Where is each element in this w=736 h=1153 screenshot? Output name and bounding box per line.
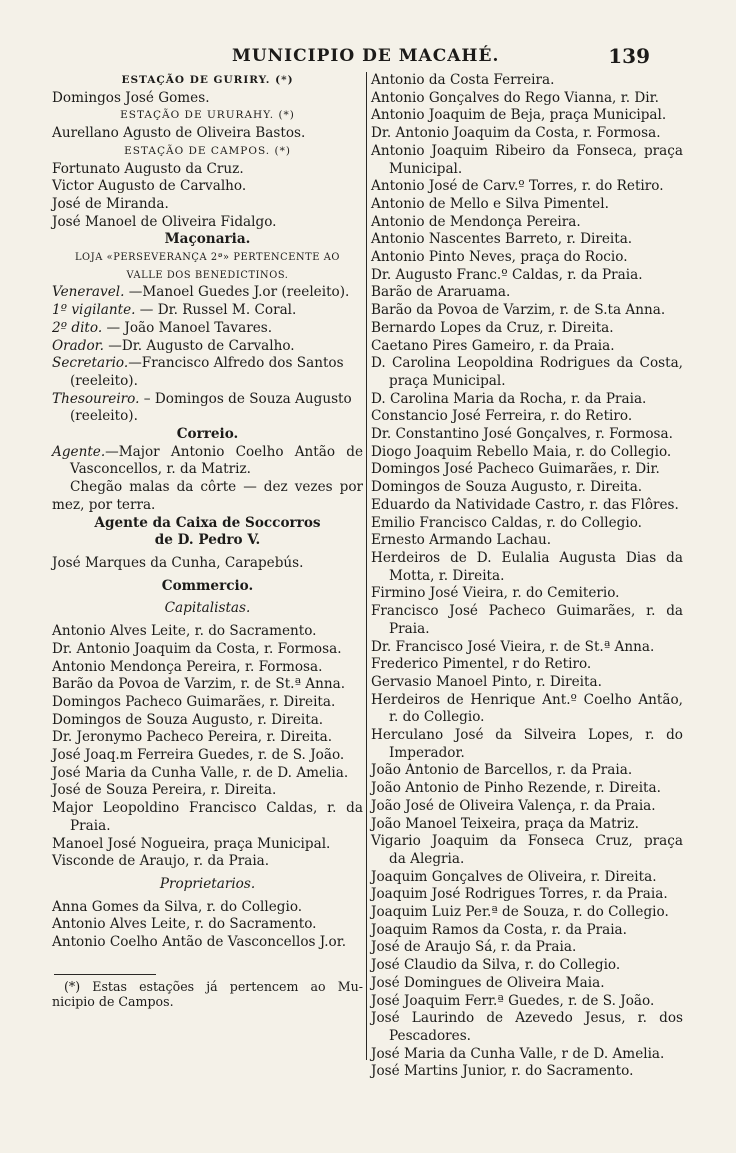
- estacao-campos-list: [52, 161, 363, 232]
- capitalista-entry: [52, 623, 363, 641]
- proprietario-entry: [371, 408, 683, 426]
- proprietario-entry-text: Dr. Augusto Franc.º Caldas, r. da Praia.: [371, 266, 643, 283]
- loja-heading-line1: LOJA «PERSEVERANÇA 2ª» PERTENCENTE AO: [74, 252, 341, 264]
- proprietario-entry: [371, 302, 683, 320]
- proprietario-entry-text: Anna Gomes da Silva, r. do Collegio.: [52, 898, 303, 915]
- proprietario-entry: [371, 178, 683, 196]
- proprietario-entry-text: Antonio Coelho Antão de Vasconcellos J.or.: [52, 934, 347, 951]
- proprietario-entry-text: D. Carolina Maria da Rocha, r. da Praia.: [371, 390, 647, 407]
- capitalista-entry-text: José Joaq.m Ferreira Guedes, r. de S. João.: [52, 747, 345, 764]
- officer-title: Secretario.: [52, 355, 129, 372]
- proprietario-entry: [371, 320, 683, 338]
- proprietario-entry-continuation: da Alegria.: [389, 850, 465, 867]
- officer-title: 1º vigilante.: [52, 302, 136, 319]
- estacao-campos-name: José Manoel de Oliveira Fidalgo.: [52, 213, 277, 230]
- loja-officer: [52, 302, 363, 320]
- estacao-campos-name: Fortunato Augusto da Cruz.: [52, 160, 244, 177]
- caixa-heading-1: Agente da Caixa de Soccorros: [94, 514, 321, 531]
- proprietario-entry: [371, 461, 683, 479]
- estacao-campos-name: José de Miranda.: [52, 195, 169, 212]
- proprietario-entry: [371, 1010, 683, 1045]
- proprietario-entry-continuation: Municipal.: [389, 160, 463, 177]
- proprietario-entry: [371, 975, 683, 993]
- proprietario-entry-text: Joaquim Luiz Per.ª de Souza, r. do Collegio.: [371, 904, 669, 921]
- capitalista-entry: [52, 747, 363, 765]
- capitalista-entry-text: Antonio Alves Leite, r. do Sacramento.: [52, 623, 317, 640]
- maconaria-heading: Maçonaria.: [164, 231, 251, 248]
- capitalista-entry-continuation: Praia.: [70, 817, 111, 834]
- loja-heading-line2: VALLE DOS BENEDICTINOS.: [126, 269, 289, 281]
- capitalista-entry-text: Visconde de Araujo, r. da Praia.: [52, 853, 270, 870]
- proprietario-entry-text: D. Carolina Leopoldina Rodrigues da Costa,: [371, 355, 683, 372]
- proprietario-entry-text: José Domingues de Oliveira Maia.: [371, 974, 605, 991]
- proprietario-entry: [371, 284, 683, 302]
- proprietario-entry: [371, 338, 683, 356]
- proprietario-entry: [371, 886, 683, 904]
- proprietario-entry-text: Joaquim Ramos da Costa, r. da Praia.: [371, 921, 627, 938]
- proprietario-entry-continuation: Motta, r. Direita.: [389, 567, 505, 584]
- proprietario-entry: [371, 727, 683, 762]
- proprietario-entry-text: Antonio Pinto Neves, praça do Rocio.: [371, 249, 628, 266]
- capitalista-entry-text: Dr. Antonio Joaquim da Costa, r. Formosa.: [52, 640, 342, 657]
- proprietario-entry: [371, 939, 683, 957]
- proprietario-entry: [371, 869, 683, 887]
- capitalista-entry-text: Major Leopoldino Francisco Caldas, r. da: [52, 800, 363, 817]
- proprietarios-heading: Proprietarios.: [159, 875, 256, 892]
- loja-officers: [52, 284, 363, 426]
- capitalista-entry-text: Dr. Jeronymo Pacheco Pereira, r. Direita.: [52, 729, 333, 746]
- proprietario-entry: [371, 656, 683, 674]
- proprietario-entry-continuation: Praia.: [389, 620, 430, 637]
- loja-officer: [52, 338, 363, 356]
- proprietario-entry-text: Antonio Joaquim de Beja, praça Municipal.: [371, 107, 667, 124]
- capitalista-entry-text: Barão da Povoa de Varzim, r. de St.ª Anna.: [52, 676, 346, 693]
- officer-title: Thesoureiro.: [52, 390, 140, 407]
- proprietario-entry-text: José Martins Junior, r. do Sacramento.: [371, 1063, 634, 1080]
- proprietario-entry-text: Gervasio Manoel Pinto, r. Direita.: [371, 673, 602, 690]
- officer-title: 2º dito.: [52, 319, 103, 336]
- running-title: MUNICIPIO DE MACAHÉ.: [232, 46, 500, 66]
- proprietario-entry-text: Francisco José Pacheco Guimarães, r. da: [371, 603, 683, 620]
- proprietario-entry: [371, 444, 683, 462]
- proprietario-entry: [371, 904, 683, 922]
- footnote-line1: (*) Estas estações já pertencem ao Mu-: [64, 978, 363, 994]
- proprietario-entry-continuation: Pescadores.: [389, 1027, 472, 1044]
- proprietario-entry: [371, 143, 683, 178]
- correio-agente: [52, 444, 363, 462]
- correio-chegao-cont: mez, por terra.: [52, 496, 156, 513]
- proprietario-entry-text: José Claudio da Silva, r. do Collegio.: [371, 957, 621, 974]
- proprietario-entry: [371, 214, 683, 232]
- capitalista-entry-text: José de Souza Pereira, r. Direita.: [52, 782, 277, 799]
- proprietario-entry: [371, 780, 683, 798]
- proprietario-entry: [371, 72, 683, 90]
- proprietario-entry-text: Dr. Antonio Joaquim da Costa, r. Formosa.: [371, 125, 661, 142]
- capitalista-entry-text: Manoel José Nogueira, praça Municipal.: [52, 835, 331, 852]
- proprietario-entry-text: Domingos de Souza Augusto, r. Direita.: [371, 479, 643, 496]
- proprietario-entry-text: Dr. Francisco José Vieira, r. de St.ª Anna.: [371, 638, 655, 655]
- officer-name: —Manoel Guedes J.or (reeleito).: [124, 284, 350, 301]
- capitalista-entry: [52, 782, 363, 800]
- capitalista-entry-text: Antonio Mendonça Pereira, r. Formosa.: [52, 658, 323, 675]
- proprietario-entry: [371, 550, 683, 585]
- proprietario-entry-text: José Maria da Cunha Valle, r de D. Amelia.: [371, 1045, 665, 1062]
- proprietario-entry-text: Antonio Gonçalves do Rego Vianna, r. Dir.: [371, 89, 659, 106]
- proprietario-entry: [371, 762, 683, 780]
- footnote-line2: nicipio de Campos.: [52, 993, 174, 1009]
- officer-name: —Francisco Alfredo dos Santos: [128, 355, 344, 372]
- estacao-ururahy-name: Aurellano Agusto de Oliveira Bastos.: [52, 125, 306, 142]
- capitalista-entry-text: Domingos Pacheco Guimarães, r. Direita.: [52, 693, 336, 710]
- capitalista-entry: [52, 765, 363, 783]
- left-column: [52, 72, 363, 1009]
- capitalista-entry: [52, 694, 363, 712]
- proprietario-entry-text: Frederico Pimentel, r do Retiro.: [371, 656, 592, 673]
- estacao-guriry-name: Domingos José Gomes.: [52, 89, 210, 106]
- proprietario-entry-text: Diogo Joaquim Rebello Maia, r. do Collegio.: [371, 443, 672, 460]
- proprietario-entry-continuation: Imperador.: [389, 744, 465, 761]
- proprietarios-list: [52, 899, 363, 952]
- proprietario-entry-text: Bernardo Lopes da Cruz, r. Direita.: [371, 319, 614, 336]
- capitalistas-list: [52, 623, 363, 871]
- capitalista-entry: [52, 712, 363, 730]
- proprietario-entry-text: Vigario Joaquim da Fonseca Cruz, praça: [371, 833, 683, 850]
- capitalista-entry: [52, 729, 363, 747]
- capitalista-entry: [52, 853, 363, 871]
- capitalista-entry: [52, 676, 363, 694]
- officer-name: —Dr. Augusto de Carvalho.: [103, 337, 295, 354]
- capitalista-entry: [52, 800, 363, 835]
- page-number: 139: [608, 44, 650, 68]
- correio-chegao: Chegão malas da côrte — dez vezes por: [70, 479, 363, 496]
- proprietario-entry-text: José Joaquim Ferr.ª Guedes, r. de S. João.: [371, 992, 655, 1009]
- caixa-heading-2: de D. Pedro V.: [154, 532, 261, 549]
- proprietario-entry: [371, 922, 683, 940]
- footnote-rule: [54, 974, 156, 975]
- proprietario-entry-text: Antonio de Mendonça Pereira.: [371, 213, 581, 230]
- proprietario-entry: [371, 426, 683, 444]
- proprietario-entry: [371, 90, 683, 108]
- proprietario-entry-text: José de Araujo Sá, r. da Praia.: [371, 939, 577, 956]
- proprietario-entry: [371, 692, 683, 727]
- proprietario-entry: [371, 497, 683, 515]
- proprietario-entry-text: Ernesto Armando Lachau.: [371, 532, 552, 549]
- proprietario-entry: [52, 916, 363, 934]
- proprietario-entry-text: Constancio José Ferreira, r. do Retiro.: [371, 408, 633, 425]
- proprietario-entry: [371, 196, 683, 214]
- proprietario-entry: [371, 515, 683, 533]
- proprietario-entry-text: Herdeiros de D. Eulalia Augusta Dias da: [371, 549, 683, 566]
- loja-officer: [52, 391, 363, 409]
- proprietario-entry-text: José Laurindo de Azevedo Jesus, r. dos: [371, 1010, 683, 1027]
- caixa-agent: José Marques da Cunha, Carapebús.: [52, 554, 304, 571]
- proprietario-entry-text: Antonio Nascentes Barreto, r. Direita.: [371, 231, 633, 248]
- proprietario-entry-text: Emilio Francisco Caldas, r. do Collegio.: [371, 514, 642, 531]
- officer-name: — João Manoel Tavares.: [102, 319, 273, 336]
- officer-title: Veneravel.: [52, 284, 125, 301]
- proprietario-entry-continuation: r. do Collegio.: [389, 709, 485, 726]
- proprietario-entry-text: Antonio de Mello e Silva Pimentel.: [371, 195, 609, 212]
- proprietario-entry-text: Antonio Alves Leite, r. do Sacramento.: [52, 916, 317, 933]
- agente-text: —Major Antonio Coelho Antão de: [105, 443, 363, 460]
- proprietario-entry: [371, 267, 683, 285]
- proprietario-entry-text: Domingos José Pacheco Guimarães, r. Dir.: [371, 461, 660, 478]
- proprietario-entry-text: Antonio da Costa Ferreira.: [371, 72, 555, 88]
- proprietario-entry-text: João Manoel Teixeira, praça da Matriz.: [371, 815, 639, 832]
- proprietario-entry-text: Joaquim José Rodrigues Torres, r. da Praia.: [371, 886, 668, 903]
- proprietario-entry: [371, 603, 683, 638]
- proprietario-entry-text: Barão da Povoa de Varzim, r. de S.ta Anna.: [371, 302, 666, 319]
- commercio-heading: Commercio.: [161, 577, 254, 594]
- estacao-campos-name: Victor Augusto de Carvalho.: [52, 178, 247, 195]
- proprietario-entry: [371, 674, 683, 692]
- agente-title: Agente.: [52, 443, 106, 460]
- estacao-ururahy-heading: ESTAÇÃO DE URURAHY. (*): [120, 109, 295, 122]
- correio-heading: Correio.: [176, 426, 239, 443]
- capitalista-entry-text: José Maria da Cunha Valle, r. de D. Amelia.: [52, 764, 349, 781]
- proprietario-entry-text: João José de Oliveira Valença, r. da Praia.: [371, 797, 656, 814]
- proprietario-entry: [371, 585, 683, 603]
- proprietario-entry-text: Barão de Araruama.: [371, 284, 511, 301]
- proprietario-entry: [371, 532, 683, 550]
- proprietario-entry-text: Dr. Constantino José Gonçalves, r. Formosa.: [371, 426, 673, 443]
- proprietario-entry-text: João Antonio de Barcellos, r. da Praia.: [371, 762, 633, 779]
- proprietario-entry: [52, 934, 363, 952]
- column-rule: [366, 72, 367, 1060]
- loja-officer: [52, 355, 363, 373]
- proprietario-entry: [371, 249, 683, 267]
- officer-name: – Domingos de Souza Augusto: [139, 390, 352, 407]
- proprietario-entry: [371, 125, 683, 143]
- capitalista-entry: [52, 836, 363, 854]
- officer-name: — Dr. Russel M. Coral.: [135, 302, 297, 319]
- proprietario-entry-text: Herculano José da Silveira Lopes, r. do: [371, 727, 683, 744]
- proprietario-entry: [371, 231, 683, 249]
- proprietario-entry: [371, 833, 683, 868]
- proprietario-entry-text: Antonio José de Carv.º Torres, r. do Retiro.: [371, 178, 664, 195]
- officer-title: Orador.: [52, 337, 104, 354]
- proprietario-entry: [371, 1046, 683, 1064]
- proprietario-entry-text: Herdeiros de Henrique Ant.º Coelho Antão,: [371, 691, 683, 708]
- proprietario-entry: [371, 957, 683, 975]
- proprietario-entry: [371, 1063, 683, 1081]
- proprietario-entry-text: Eduardo da Natividade Castro, r. das Flôres.: [371, 496, 679, 513]
- proprietario-entry-text: Antonio Joaquim Ribeiro da Fonseca, praça: [371, 142, 683, 159]
- proprietario-entry: [371, 993, 683, 1011]
- right-column: [371, 72, 683, 1081]
- proprietario-entry-text: Caetano Pires Gameiro, r. da Praia.: [371, 337, 615, 354]
- page-header: [0, 44, 736, 72]
- proprietario-entry: [371, 816, 683, 834]
- capitalista-entry-text: Domingos de Souza Augusto, r. Direita.: [52, 711, 324, 728]
- loja-officer: [52, 320, 363, 338]
- proprietario-entry: [52, 899, 363, 917]
- loja-officer: [52, 284, 363, 302]
- proprietario-entry-text: Firmino José Vieira, r. do Cemiterio.: [371, 585, 620, 602]
- capitalistas-heading: Capitalistas.: [164, 600, 251, 617]
- proprietario-entry: [371, 479, 683, 497]
- proprietario-entry: [371, 798, 683, 816]
- capitalista-entry: [52, 641, 363, 659]
- proprietario-entry: [371, 639, 683, 657]
- proprietario-entry: [371, 391, 683, 409]
- correio-agente-cont: Vasconcellos, r. da Matriz.: [70, 461, 251, 478]
- proprietario-entry: [371, 107, 683, 125]
- officer-continuation: (reeleito).: [70, 372, 138, 389]
- officer-continuation: (reeleito).: [70, 408, 138, 425]
- proprietario-entry-text: Joaquim Gonçalves de Oliveira, r. Direita.: [371, 868, 657, 885]
- proprietario-entry: [371, 355, 683, 390]
- proprietario-entry-continuation: praça Municipal.: [389, 372, 506, 389]
- capitalista-entry: [52, 659, 363, 677]
- estacao-campos-heading: ESTAÇÃO DE CAMPOS. (*): [124, 144, 291, 157]
- estacao-guriry-heading: ESTAÇÃO DE GURIRY. (*): [121, 74, 294, 86]
- proprietario-entry-text: João Antonio de Pinho Rezende, r. Direita.: [371, 780, 661, 797]
